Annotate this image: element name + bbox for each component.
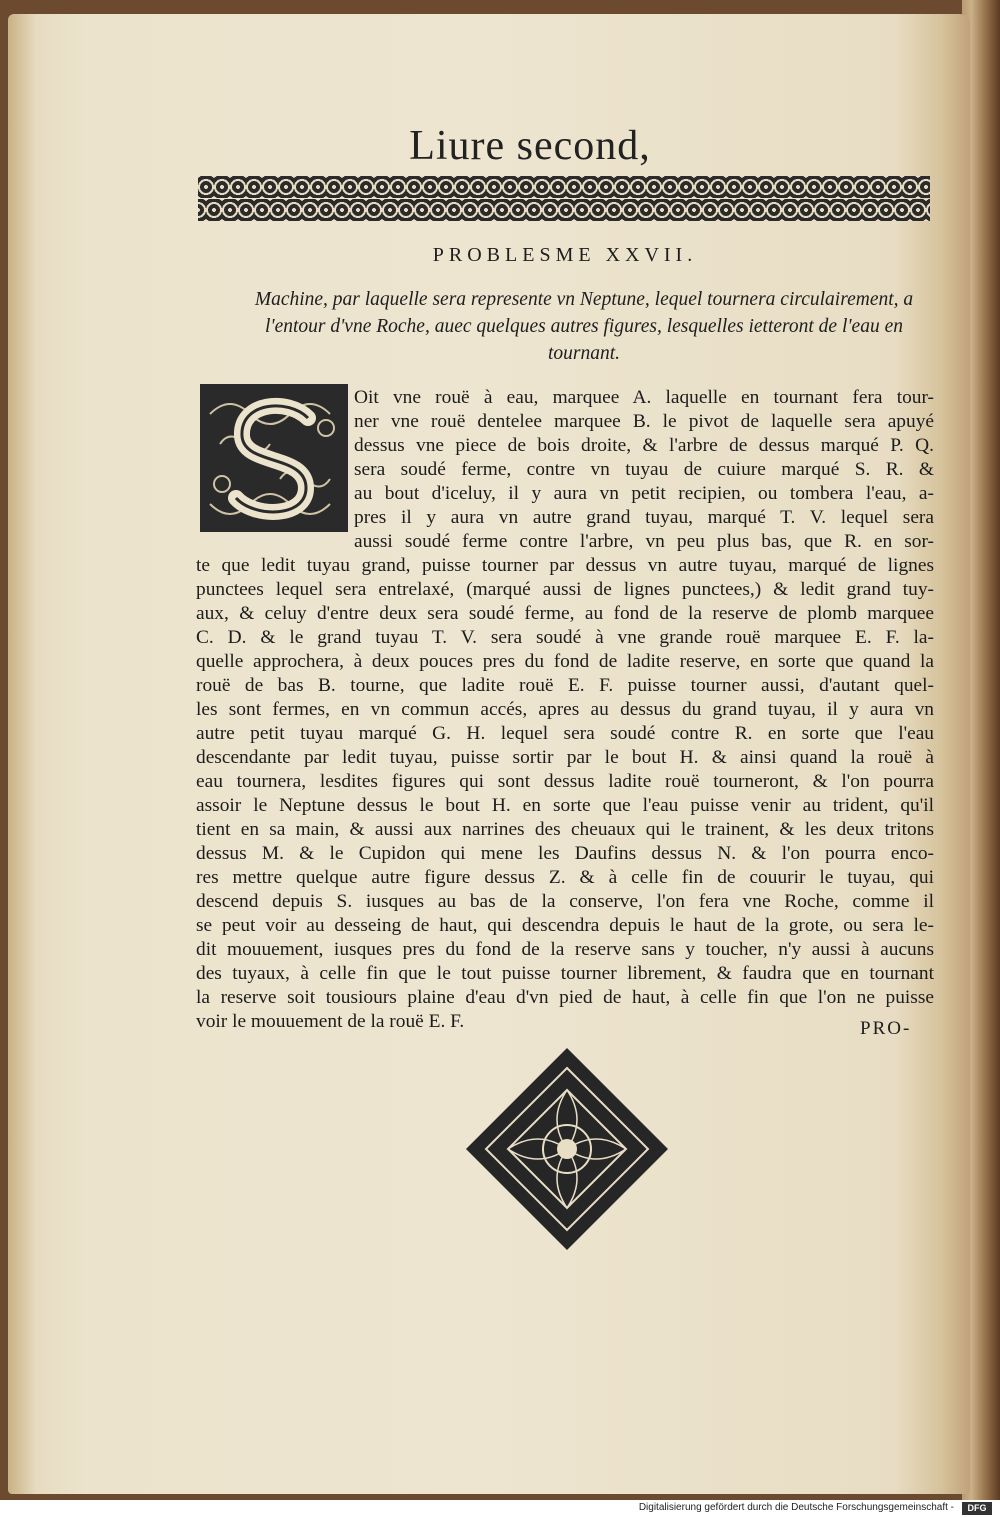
- body-line: C. D. & le grand tuyau T. V. sera soudé à vne grande rouë marquee E. F. la-: [196, 627, 934, 648]
- catchword: PRO-: [860, 1018, 912, 1039]
- body-line: aux, & celuy d'entre deux sera soudé ferme, au fond de la reserve de plomb marquee: [196, 603, 934, 624]
- body-line: voir le mouuement de la rouë E. F.: [196, 1011, 465, 1032]
- body-line: la reserve soit tousiours plaine d'eau d'vn pied de haut, à celle fin que l'on ne puisse: [196, 987, 934, 1008]
- decorated-initial-s: [200, 384, 348, 532]
- problem-heading: PROBLESME XXVII.: [432, 244, 698, 266]
- footer-credit: Digitalisierung gefördert durch die Deutsche Forschungsgemeinschaft -: [638, 1502, 954, 1513]
- body-line: ner vne rouë dentelee marquee B. le pivot de laquelle sera apuyé: [354, 411, 934, 432]
- running-title: Liure second,: [409, 123, 651, 169]
- body-line: autre petit tuyau marqué G. H. lequel sera soudé contre R. en sorte que l'eau: [196, 723, 934, 744]
- body-line: au bout d'iceluy, il y aura vn petit recipien, ou tombera l'eau, a-: [354, 483, 934, 504]
- body-line: res mettre quelque autre figure dessus Z. & à celle fin de couurir le tuyau, qui: [196, 867, 934, 888]
- dfg-logo: DFG: [962, 1502, 992, 1515]
- body-line: dessus M. & le Cupidon qui mene les Daufins dessus N. & l'on pourra enco-: [196, 843, 934, 864]
- body-line: assoir le Neptune dessus le bout H. en sorte que l'eau puisse venir au trident, qu'il: [196, 795, 934, 816]
- problem-subtitle: Machine, par laquelle sera represente vn Neptune, lequel tournera circulairement, a l'entour d'vne Roche, auec quelques autres figures, lesquelles ietteront de l'eau en tournant.: [254, 289, 914, 364]
- body-line: sera soudé ferme, contre vn tuyau de cuiure marqué S. R. &: [354, 459, 934, 480]
- body-line: tient en sa main, & aussi aux narrines des cheuaux qui le trainent, & les deux tritons: [196, 819, 934, 840]
- body-line: quelle approchera, à deux pouces pres du fond de ladite reserve, en sorte que quand la: [196, 651, 934, 672]
- ornament-band-bottom: [198, 199, 930, 221]
- body-line: des tuyaux, à celle fin que le tout puisse tourner librement, & faudra que en tournant: [196, 963, 934, 984]
- body-line: dessus vne piece de bois droite, & l'arbre de dessus marqué P. Q.: [354, 435, 934, 456]
- body-line: descendante par ledit tuyau, puisse sortir par le bout H. & ainsi quand la rouë à: [196, 747, 934, 768]
- body-line: les sont fermes, en vn commun accés, apres au dessus du grand tuyau, il y aura vn: [196, 699, 934, 720]
- body-line: rouë de bas B. tourne, que ladite rouë E. F. puisse tourner aussi, d'autant quel-: [196, 675, 934, 696]
- body-line: descend depuis S. iusques au bas de la conserve, l'on fera vne Roche, comme il: [196, 891, 934, 912]
- body-line: te que ledit tuyau grand, puisse tourner par dessus vn autre tuyau, marqué de lignes: [196, 555, 934, 576]
- body-line: dit mouuement, iusques pres du fond de la reserve sans y toucher, n'y aussi à aucuns: [196, 939, 934, 960]
- body-line: eau tournera, lesdites figures qui sont dessus ladite rouë tourneront, & l'on pourra: [196, 771, 934, 792]
- ornament-band-top: [198, 176, 930, 198]
- body-line: Oit vne rouë à eau, marquee A. laquelle en tournant fera tour-: [354, 387, 934, 408]
- diamond-fleuron-ornament: [464, 1046, 670, 1252]
- body-line: aussi soudé ferme contre l'arbre, vn peu plus bas, que R. en sor-: [354, 531, 934, 552]
- body-line: punctees lequel sera entrelaxé, (marqué aussi de lignes punctees,) & ledit grand tuy-: [196, 579, 934, 600]
- body-line: pres il y aura vn autre grand tuyau, marqué T. V. lequel sera: [354, 507, 934, 528]
- body-line: se peut voir au desseing de haut, qui descendra depuis le haut de la grote, ou sera le-: [196, 915, 934, 936]
